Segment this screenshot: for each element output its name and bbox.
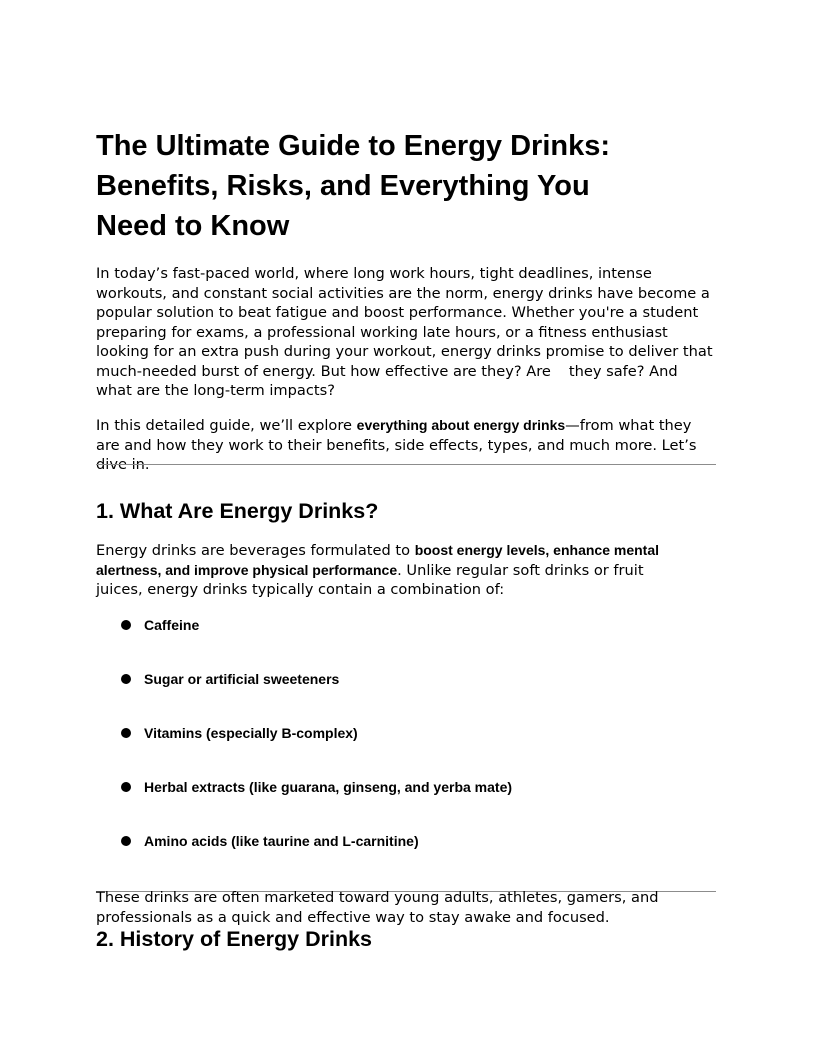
text-line (96, 561, 720, 581)
ingredient-label: Amino acids (like taurine and L-carnitine) (144, 833, 419, 849)
text-line: These drinks are often marketed toward young adults, athletes, gamers, and (96, 889, 659, 906)
page-title (96, 126, 716, 246)
text-fragment: —from what they (565, 417, 692, 434)
title-line: Benefits, Risks, and Everything You (96, 170, 590, 202)
text-line: looking for an extra push during your workout, energy drinks promise to deliver that (96, 343, 713, 360)
bullet-icon (121, 674, 131, 684)
text-fragment: they safe? And (568, 362, 678, 380)
text-line: In today’s fast-paced world, where long work hours, tight deadlines, intense (96, 265, 652, 282)
definition-paragraph (96, 541, 720, 600)
bold-phrase: everything about energy drinks (356, 417, 566, 433)
explore-paragraph (96, 416, 720, 475)
section-heading-what-are: 1. What Are Energy Drinks? (96, 499, 379, 523)
text-line: dive in. (96, 456, 150, 473)
text-line: are and how they work to their benefits, side effects, types, and much more. Let’s (96, 436, 697, 454)
bullet-icon (121, 728, 131, 738)
text-fragment: Energy drinks are beverages formulated to (96, 542, 415, 559)
horizontal-rule (96, 464, 716, 465)
title-line: The Ultimate Guide to Energy Drinks: (96, 130, 611, 162)
text-fragment: . Unlike regular soft drinks or fruit (397, 561, 644, 579)
ingredient-label: Vitamins (especially B-complex) (144, 725, 358, 741)
text-line (96, 416, 720, 436)
list-item (96, 772, 720, 826)
text-line: professionals as a quick and effective way to stay awake and focused. (96, 908, 610, 926)
text-line: workouts, and constant social activities are the norm, energy drinks have become a (96, 284, 710, 302)
bold-phrase: boost energy levels, enhance mental (414, 542, 659, 558)
text-fragment: much-needed burst of energy. But how effective are they? Are (96, 362, 551, 380)
section-heading-history: 2. History of Energy Drinks (96, 927, 372, 951)
intro-paragraph (96, 264, 720, 401)
list-item (96, 664, 720, 718)
ingredient-list (96, 610, 720, 880)
text-line (96, 362, 720, 382)
ingredient-label: Herbal extracts (like guarana, ginseng, and yerba mate) (144, 779, 513, 795)
text-fragment: In this detailed guide, we’ll explore (96, 417, 357, 434)
closing-paragraph (96, 888, 720, 927)
bullet-icon (121, 782, 131, 792)
bold-phrase: alertness, and improve physical performance (96, 561, 398, 578)
bullet-icon (121, 836, 131, 846)
title-line: Need to Know (96, 210, 290, 242)
list-item (96, 826, 720, 880)
text-line: preparing for exams, a professional working late hours, or a fitness enthusiast (96, 323, 668, 341)
text-line: popular solution to beat fatigue and boost performance. Whether you're a student (96, 304, 699, 321)
ingredient-label: Sugar or artificial sweeteners (144, 671, 340, 687)
text-line (96, 541, 720, 561)
bullet-icon (121, 620, 131, 630)
ingredient-label: Caffeine (144, 617, 200, 633)
list-item (96, 718, 720, 772)
text-line: juices, energy drinks typically contain a combination of: (96, 581, 505, 598)
text-line: what are the long-term impacts? (96, 382, 335, 399)
list-item (96, 610, 720, 664)
document-page (96, 0, 720, 1056)
